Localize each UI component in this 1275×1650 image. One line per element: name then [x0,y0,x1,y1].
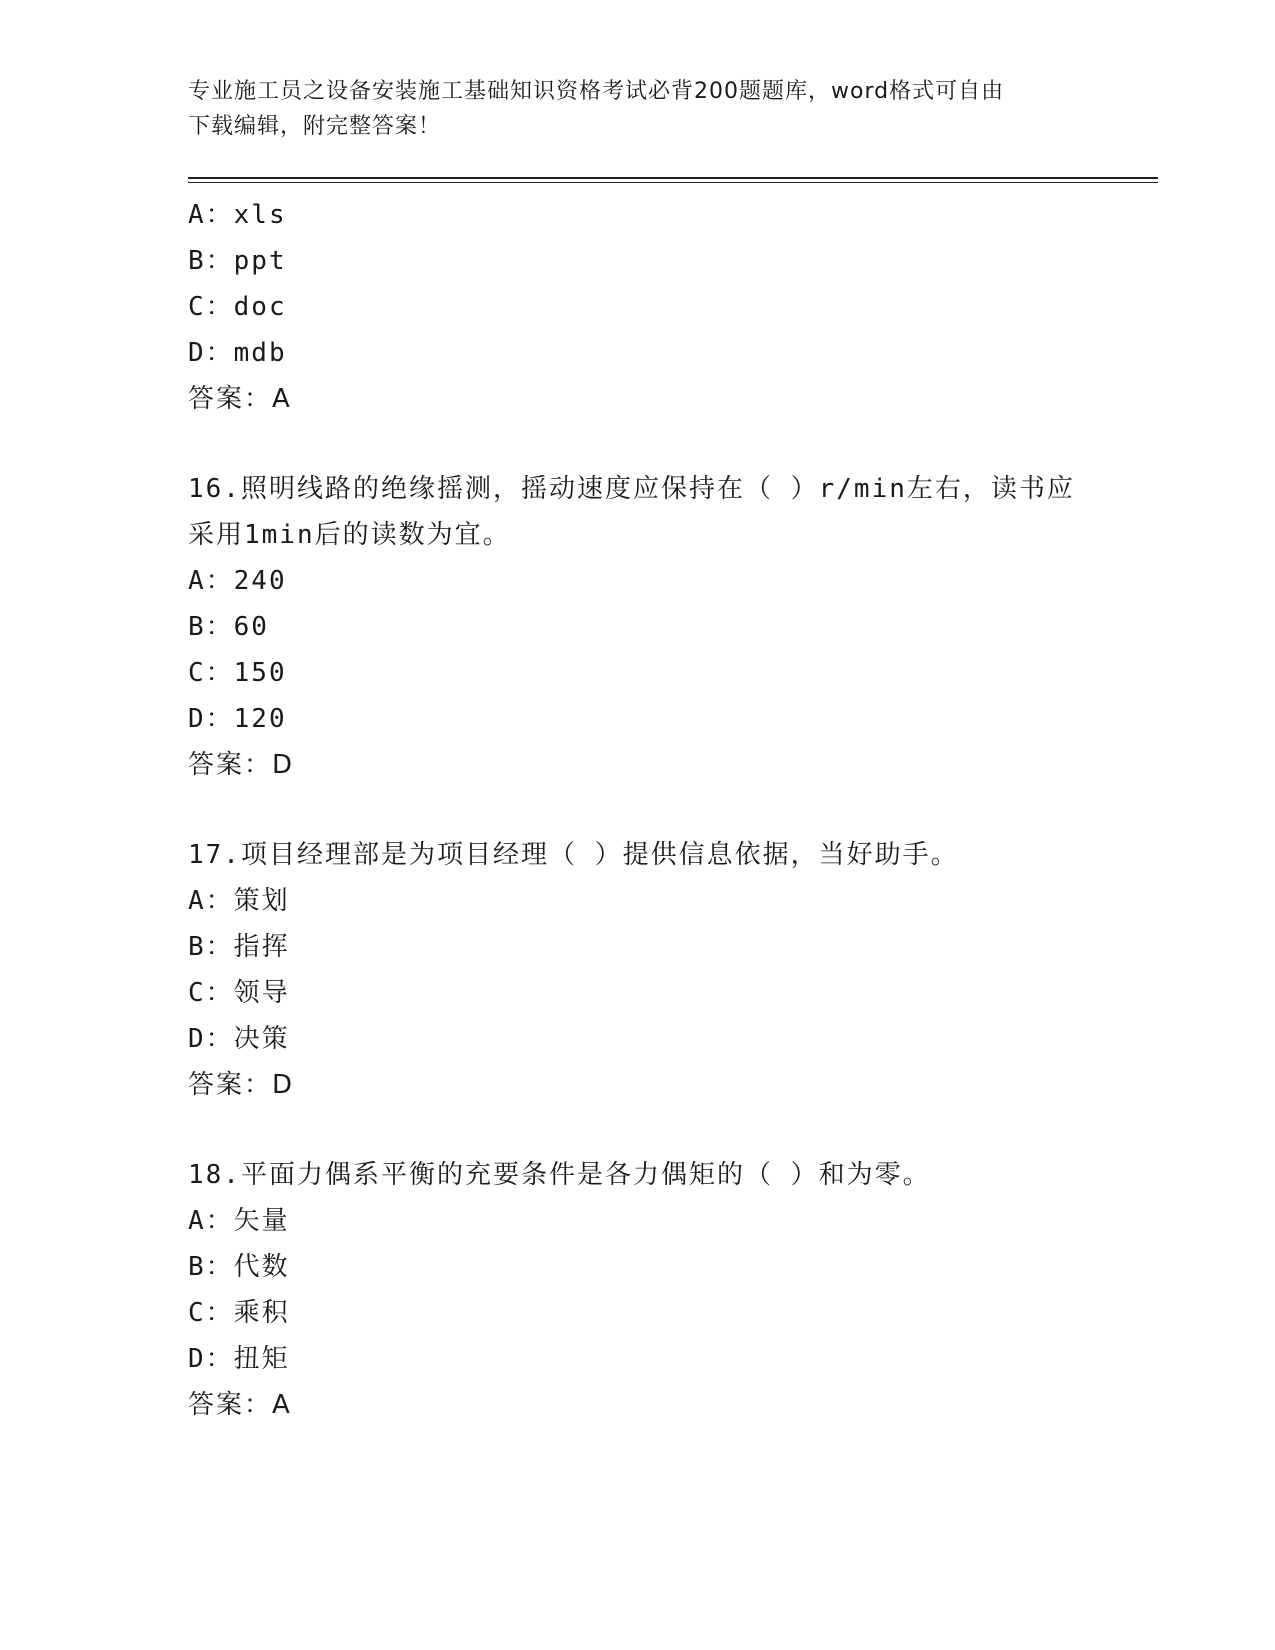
header-line-1: 专业施工员之设备安装施工基础知识资格考试必背200题题库，word格式可自由 [188,79,1005,104]
question-18 [188,1152,1088,1428]
question-text: 18.平面力偶系平衡的充要条件是各力偶矩的（ ）和为零。 [188,1160,931,1190]
option-c: C：150 [188,658,287,688]
question-text: 17.项目经理部是为项目经理（ ）提供信息依据，当好助手。 [188,840,959,870]
answer-line: 答案：D [188,1070,295,1100]
header-rule-thick [188,177,1158,179]
option-c: C：乘积 [188,1298,290,1328]
option-c: C：领导 [188,978,290,1008]
answer-line: 答案：A [188,384,292,414]
option-a: A：240 [188,566,287,596]
option-b: B：代数 [188,1252,290,1282]
option-b: B：60 [188,612,269,642]
question-text-line-1: 16.照明线路的绝缘摇测，摇动速度应保持在（ ）r/min左右，读书应 [188,474,1075,504]
option-b: B：指挥 [188,932,290,962]
header-line-2: 下载编辑，附完整答案！ [188,114,442,139]
option-d: D：120 [188,704,287,734]
option-d: D：决策 [188,1024,290,1054]
question-15 [188,192,1088,422]
answer-line: 答案：D [188,750,295,780]
answer-line: 答案：A [188,1390,292,1420]
option-a: A：矢量 [188,1206,290,1236]
question-17 [188,832,1088,1108]
option-c: C：doc [188,292,287,322]
option-a: A：xls [188,200,287,230]
document-header [188,74,1068,144]
question-list [188,192,1088,1428]
question-text-line-2: 采用1min后的读数为宜。 [188,520,511,550]
header-rule-thin [188,182,1158,183]
option-d: D：mdb [188,338,287,368]
option-b: B：ppt [188,246,287,276]
question-16 [188,466,1088,788]
option-a: A：策划 [188,886,290,916]
option-d: D：扭矩 [188,1344,290,1374]
